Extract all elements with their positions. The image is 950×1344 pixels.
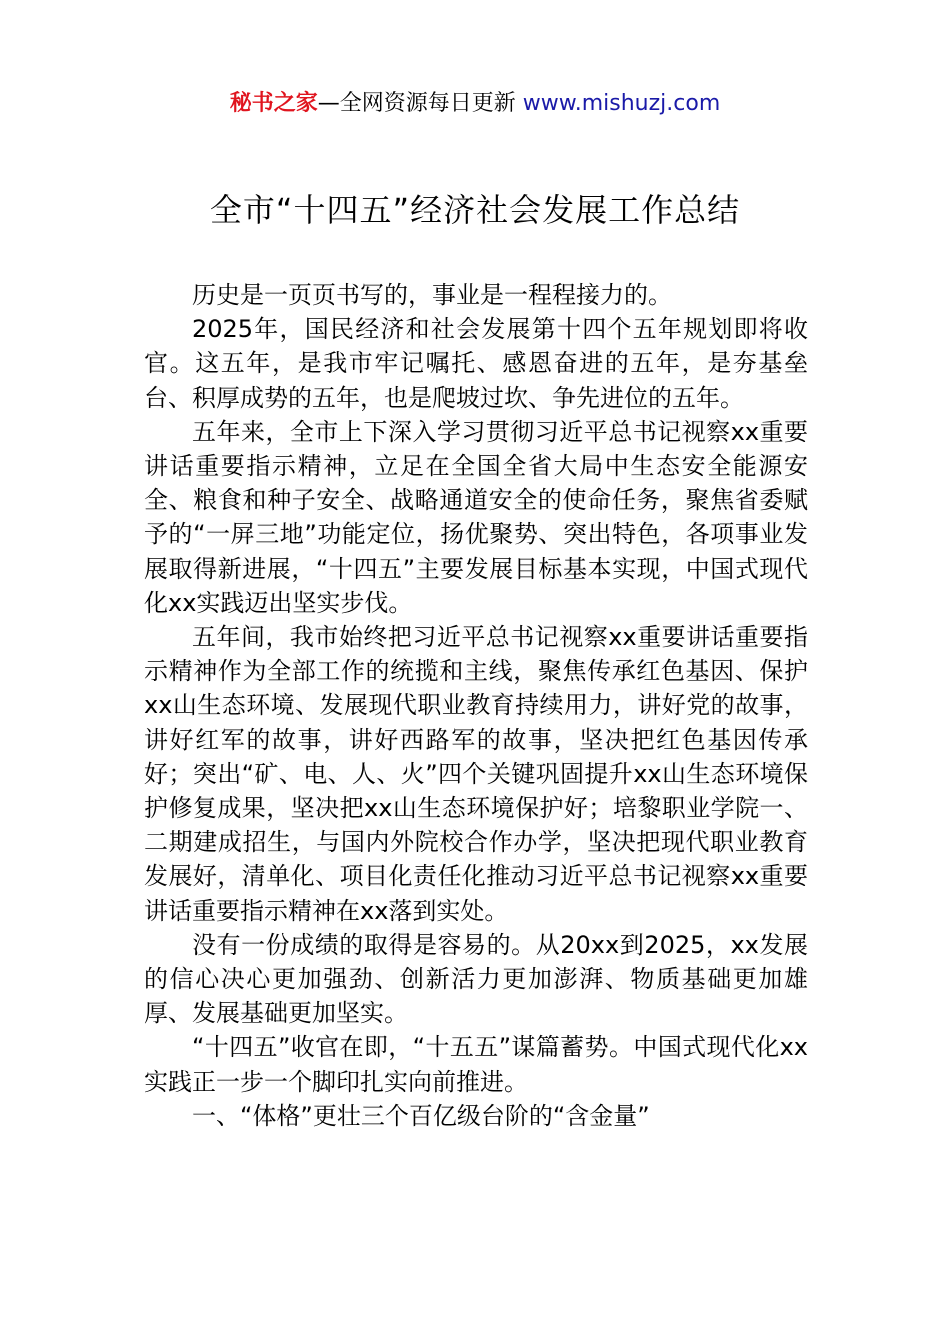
- paragraph-five-years: 五年来，全市上下深入学习贯彻习近平总书记视察xx重要讲话重要指示精神，立足在全国全省大局中生态安全能源安全、粮食和种子安全、战略通道安全的使命任务，聚焦省委赋予的“一屏三地”功能定位，扬优聚势、突出特色，各项事业发展取得新进展，“十四五”主要发展目标基本实现，中国式现代化xx实践迈出坚实步伐。: [144, 417, 808, 617]
- paragraph-achievements: 五年间，我市始终把习近平总书记视察xx重要讲话重要指示精神作为全部工作的统揽和主线，聚焦传承红色基因、保护xx山生态环境、发展现代职业教育持续用力，讲好党的故事，讲好红军的故事，讲好西路军的故事，坚决把红色基因传承好；突出“矿、电、人、火”四个关键巩固提升xx山生态环境保护修复成果，坚决把xx山生态环境保护好；培黎职业学院一、二期建成招生，与国内外院校合作办学，坚决把现代职业教育发展好，清单化、项目化责任化推动习近平总书记视察xx重要讲话重要指示精神在xx落到实处。: [144, 623, 808, 925]
- paragraph-progress: 没有一份成绩的取得是容易的。从20xx到2025，xx发展的信心决心更加强劲、创新活力更加澎湃、物质基础更加雄厚、发展基础更加坚实。: [144, 930, 808, 1028]
- site-tagline: —全网资源每日更新: [317, 91, 523, 116]
- site-banner: [0, 88, 950, 120]
- section-heading-1: 一、“体格”更壮三个百亿级台阶的“含金量”: [192, 1101, 650, 1130]
- paragraph-2025: 2025年，国民经济和社会发展第十四个五年规划即将收官。这五年，是我市牢记嘱托、感恩奋进的五年，是夯基垒台、积厚成势的五年，也是爬坡过坎、争先进位的五年。: [144, 315, 808, 412]
- document-title: 全市“十四五”经济社会发展工作总结: [209, 191, 741, 229]
- paragraph-outlook: “十四五”收官在即，“十五五”谋篇蓄势。中国式现代化xx实践正一步一个脚印扎实向前推进。: [144, 1033, 808, 1096]
- site-url-link[interactable]: www.mishuzj.com: [522, 91, 721, 116]
- paragraph-intro: 历史是一页页书写的，事业是一程程接力的。: [192, 281, 672, 309]
- site-name: 秘书之家: [229, 91, 318, 116]
- document-body: [144, 278, 808, 1133]
